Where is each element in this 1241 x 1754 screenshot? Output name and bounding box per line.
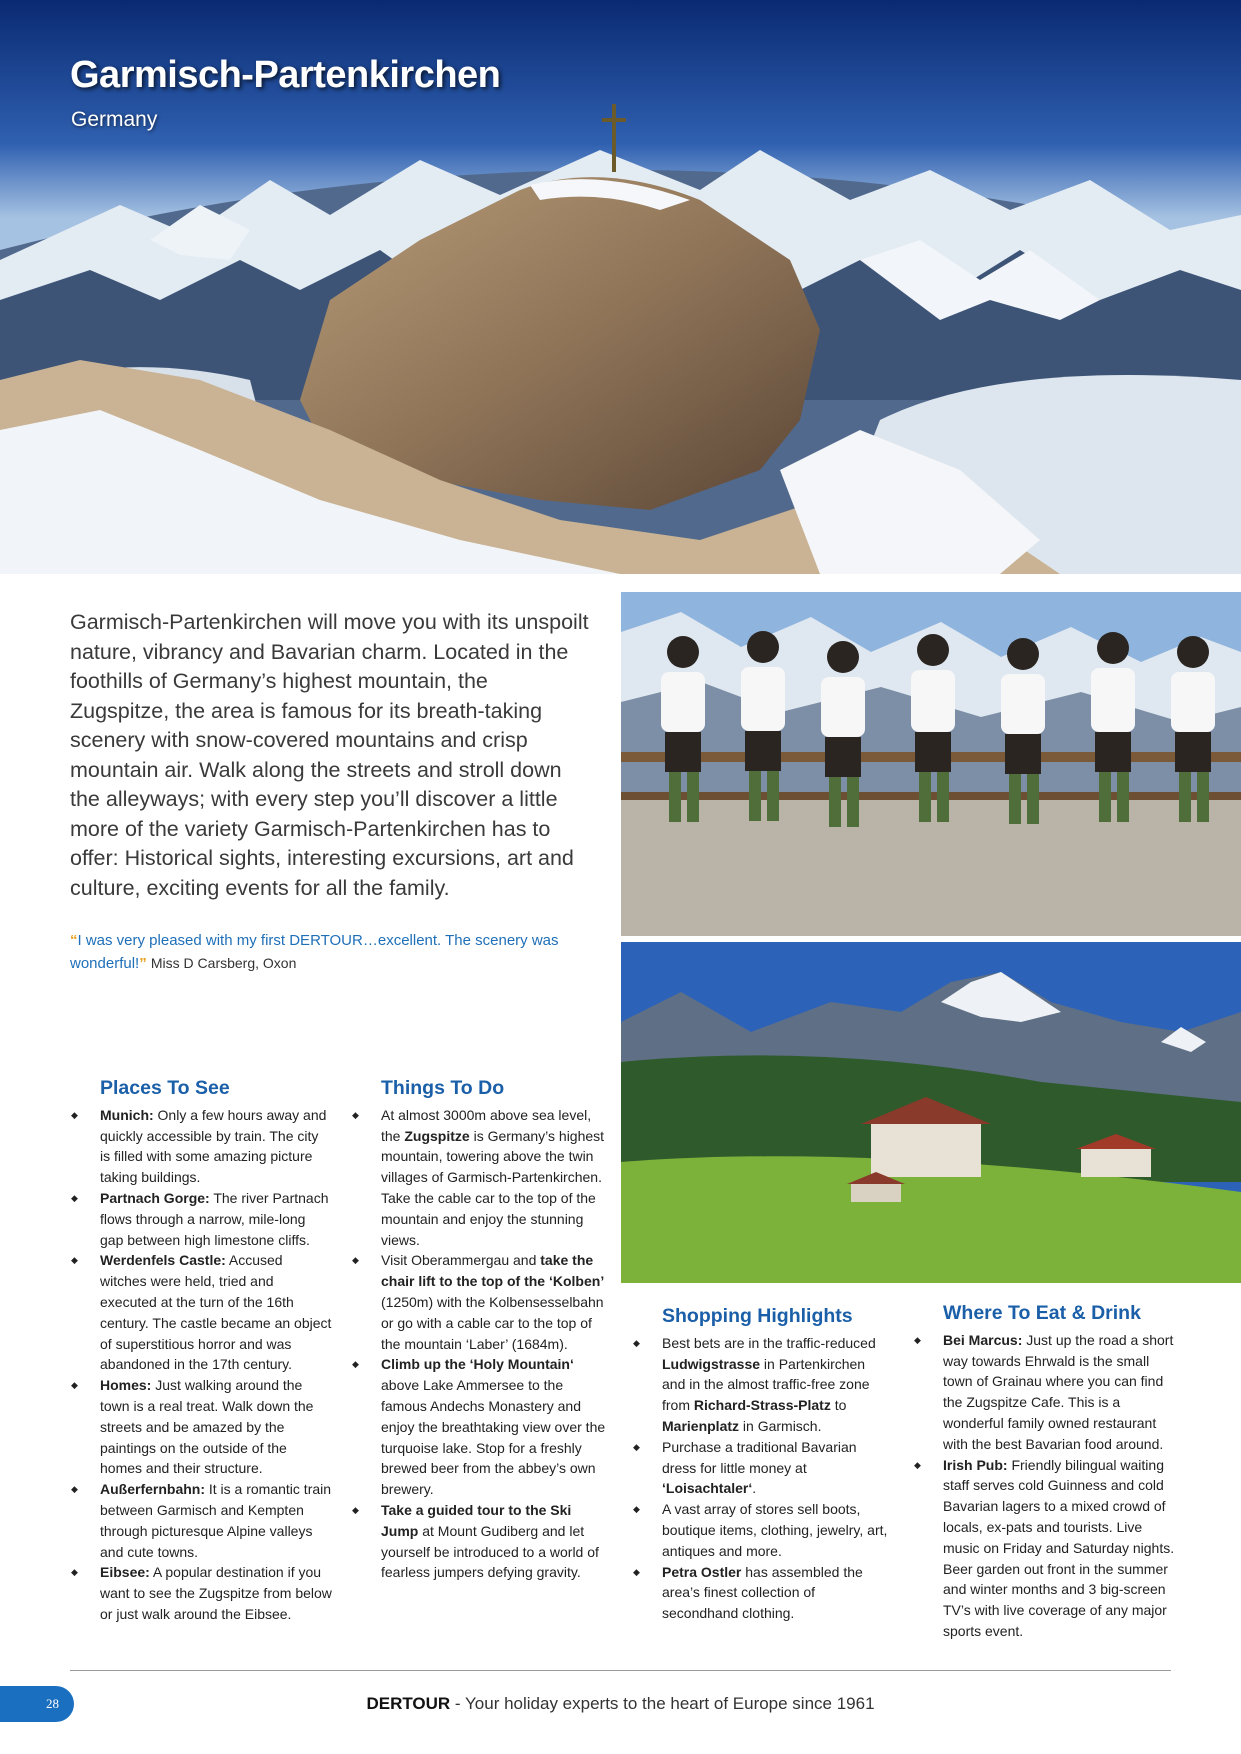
where-to-eat-section [913,1303,1175,1642]
list-item [351,1354,611,1500]
item-highlight: Ludwigstrasse [662,1355,761,1372]
shopping-heading: Shopping Highlights [662,1305,853,1327]
list-item [351,1105,611,1251]
list-item [70,1105,332,1188]
list-item [632,1562,892,1624]
list-item [913,1330,1175,1455]
item-text: Just up the road a short way towards Ehrwald is the small town of Grainau where you can find the Zugspitze Cafe. This is a wonderful family owned restaurant with the best Bavarian food around. [943,1331,1174,1452]
item-title: Bei Marcus: [943,1331,1023,1348]
things-heading: Things To Do [381,1077,505,1099]
item-title: Irish Pub: [943,1456,1008,1473]
item-text: Accused witches were held, tried and executed at the turn of the 16th century. The castle became an object of superstitious horror and was abandoned in the 17th century. [100,1252,332,1373]
hero-photo-zugspitze [0,0,1241,574]
list-item [351,1500,611,1583]
item-text: at Mount Gudiberg and let yourself be introduced to a world of fearless jumpers defying gravity. [381,1522,599,1581]
item-highlight: Marienplatz [662,1417,740,1434]
list-item [70,1562,332,1624]
intro-paragraph: Garmisch-Partenkirchen will move you with its unspoilt nature, vibrancy and Bavarian charm. Located in the foothills of Germany’s highest mountain, the Zugspitze, the area is famous for its breath-taking scenery with snow-covered mountains and crisp mountain air. Walk along the streets and stroll down the alleyways; with every step you’ll discover a little more of the variety Garmisch-Partenkirchen has to offer: Historical sights, interesting excursions, art and culture, exciting events for all the family. [70,610,589,900]
list-item [632,1437,892,1499]
item-highlight: ‘Loisachtaler‘ [662,1480,753,1497]
footer-brand: DERTOUR [366,1694,451,1713]
item-highlight: Climb up the ‘Holy Mountain‘ [381,1356,574,1373]
item-text: . [752,1480,757,1497]
quote-open-mark: “ [70,932,78,949]
item-text: Just walking around the town is a real treat. Walk down the streets and be amazed by the paintings on the outside of the homes and their structure. [100,1377,314,1477]
list-item [70,1188,332,1250]
item-title: Homes: [100,1377,152,1394]
list-item [913,1455,1175,1642]
places-list [70,1105,332,1625]
item-highlight: take the chair lift to the top of the ‘Kolben’ [381,1252,605,1290]
list-item [632,1499,892,1561]
footer-tagline [0,1694,1241,1714]
places-to-see-section [70,1078,332,1625]
item-text: (1250m) with the Kolbensesselbahn or go with a cable car to the top of the mountain ‘Laber’ (1684m). [381,1293,604,1352]
list-item [70,1375,332,1479]
testimonial-quote [70,930,590,975]
item-text: is Germany’s highest mountain, towering above the twin villages of Garmisch-Partenkirchen. Take the cable car to the top of the mountain and enjoy the stunning views. [381,1127,605,1248]
list-item [632,1333,892,1437]
item-text: above Lake Ammersee to the famous Andechs Monastery and enjoy the breathtaking view over the turquoise lake. Stop for a freshly brewed beer from the abbey’s own brewery. [381,1377,606,1498]
item-title: Munich: [100,1106,154,1123]
list-item [351,1250,611,1354]
things-to-do-section [351,1078,611,1583]
item-highlight: Petra Ostler [662,1563,742,1580]
item-text: Only a few hours away and quickly accessible by train. The city is filled with some amazing picture taking buildings. [100,1106,327,1186]
item-highlight: Richard-Strass-Platz [693,1397,831,1414]
item-text: Friendly bilingual waiting staff serves cold Guinness and cold Bavarian lagers to a mixed crowd of locals, ex-pats and tourists. Live music on Friday and Saturday nights. Beer garden out front in the summer and winter months and 3 big-screen TV’s with live coverage of any major sports event. [943,1456,1175,1639]
item-title: Werdenfels Castle: [100,1252,226,1269]
quote-close-mark: ” [139,955,147,972]
eat-list [913,1330,1175,1642]
item-highlight: Take a guided tour to the Ski Jump [381,1501,572,1539]
item-text: Purchase a traditional Bavarian dress for little money at [662,1438,857,1476]
shopping-list [632,1333,892,1624]
item-title: Außerfernbahn: [100,1481,205,1498]
list-item [70,1250,332,1375]
item-text: Visit Oberammergau and [381,1252,541,1269]
item-text: to [830,1397,847,1414]
item-text: A vast array of stores sell boots, boutique items, clothing, jewelry, art, antiques and more. [662,1501,888,1559]
item-highlight: Zugspitze [404,1127,470,1144]
page-number-badge: 28 [0,1686,74,1722]
item-text: It is a romantic train between Garmisch and Kempten through picturesque Alpine valleys and cute towns. [100,1481,332,1560]
item-title: Eibsee: [100,1564,150,1581]
item-text: A popular destination if you want to see the Zugspitze from below or just walk around the Eibsee. [100,1564,332,1622]
places-heading: Places To See [100,1077,230,1099]
footer-tagline-text: - Your holiday experts to the heart of Europe since 1961 [450,1694,875,1713]
item-text: The river Partnach flows through a narrow, mile-long gap between high limestone cliffs. [100,1189,329,1248]
things-list [351,1105,611,1583]
item-text: in Garmisch. [739,1417,822,1434]
item-title: Partnach Gorge: [100,1189,210,1206]
item-text: Best bets are in the traffic-reduced [662,1334,876,1351]
shopping-highlights-section [632,1306,892,1624]
page-subtitle: Germany [71,108,158,131]
item-text: has assembled the area’s finest collection of secondhand clothing. [662,1563,863,1622]
footer-divider [70,1670,1171,1671]
item-text: in Partenkirchen and in the almost traffic-free zone from [662,1355,870,1414]
photo-alpine-valley [621,942,1241,1283]
photo-bavarian-dancers [621,592,1241,936]
quote-author: Miss D Carsberg, Oxon [150,955,297,971]
page-title: Garmisch-Partenkirchen [70,54,501,96]
list-item [70,1479,332,1562]
eat-heading: Where To Eat & Drink [943,1302,1141,1324]
quote-text: I was very pleased with my first DERTOUR…excellent. The scenery was wonderful! [70,932,559,972]
item-text: At almost 3000m above sea level, the [381,1106,592,1144]
